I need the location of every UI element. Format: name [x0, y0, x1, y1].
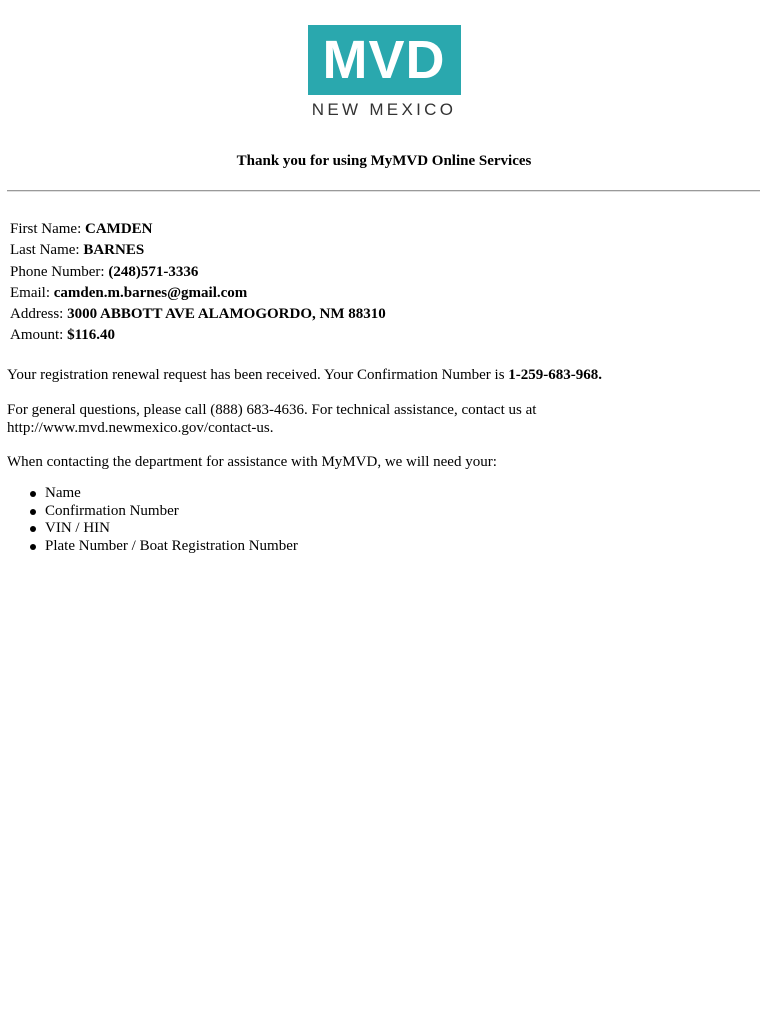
list-item-text: VIN / HIN [45, 520, 110, 536]
confirmation-message [7, 366, 757, 384]
first-name-value: CAMDEN [85, 221, 153, 237]
contact-message: For general questions, please call (888) 683-4636. For technical assistance, contact us at http://www.mvd.newmexico.gov/contact-us. [7, 402, 537, 436]
divider [7, 190, 760, 192]
mvd-logo [0, 25, 768, 120]
list-item-text: Name [45, 485, 81, 501]
list-item [45, 485, 298, 503]
first-name-row [10, 219, 386, 240]
list-item [45, 503, 298, 521]
customer-info [10, 219, 386, 347]
mvd-logo-subtitle: NEW MEXICO [311, 100, 457, 119]
assistance-intro: When contacting the department for assistance with MyMVD, we will need your: [7, 454, 497, 470]
mvd-logo-mark: MVD [308, 25, 461, 95]
amount-row [10, 325, 386, 346]
address-label: Address: [10, 306, 68, 323]
list-item-text: Plate Number / Boat Registration Number [45, 537, 298, 554]
phone-row [10, 262, 386, 283]
list-item [45, 520, 298, 538]
list-item-text: Confirmation Number [45, 502, 179, 519]
amount-label: Amount: [10, 327, 68, 344]
address-value: 3000 ABBOTT AVE ALAMOGORDO, NM 88310 [67, 306, 386, 323]
last-name-label: Last Name: [10, 242, 84, 259]
page-title: Thank you for using MyMVD Online Services [236, 153, 532, 169]
confirmation-number: 1-259-683-968. [508, 367, 603, 383]
last-name-row [10, 240, 386, 261]
email-label: Email: [10, 284, 54, 301]
email-value: camden.m.barnes@gmail.com [53, 284, 248, 301]
bullet-icon [30, 526, 36, 532]
bullet-icon [30, 491, 36, 497]
amount-value: $116.40 [67, 327, 116, 344]
email-row [10, 283, 386, 304]
last-name-value: BARNES [83, 242, 145, 259]
list-item [45, 538, 298, 556]
bullet-icon [30, 544, 36, 550]
address-row [10, 304, 386, 325]
first-name-label: First Name: [10, 221, 85, 237]
bullet-icon [30, 509, 36, 515]
phone-label: Phone Number: [10, 263, 109, 280]
phone-value: (248)571-3336 [108, 263, 199, 280]
required-info-list [7, 485, 298, 555]
confirmation-text: Your registration renewal request has been received. Your Confirmation Number is [7, 367, 509, 383]
